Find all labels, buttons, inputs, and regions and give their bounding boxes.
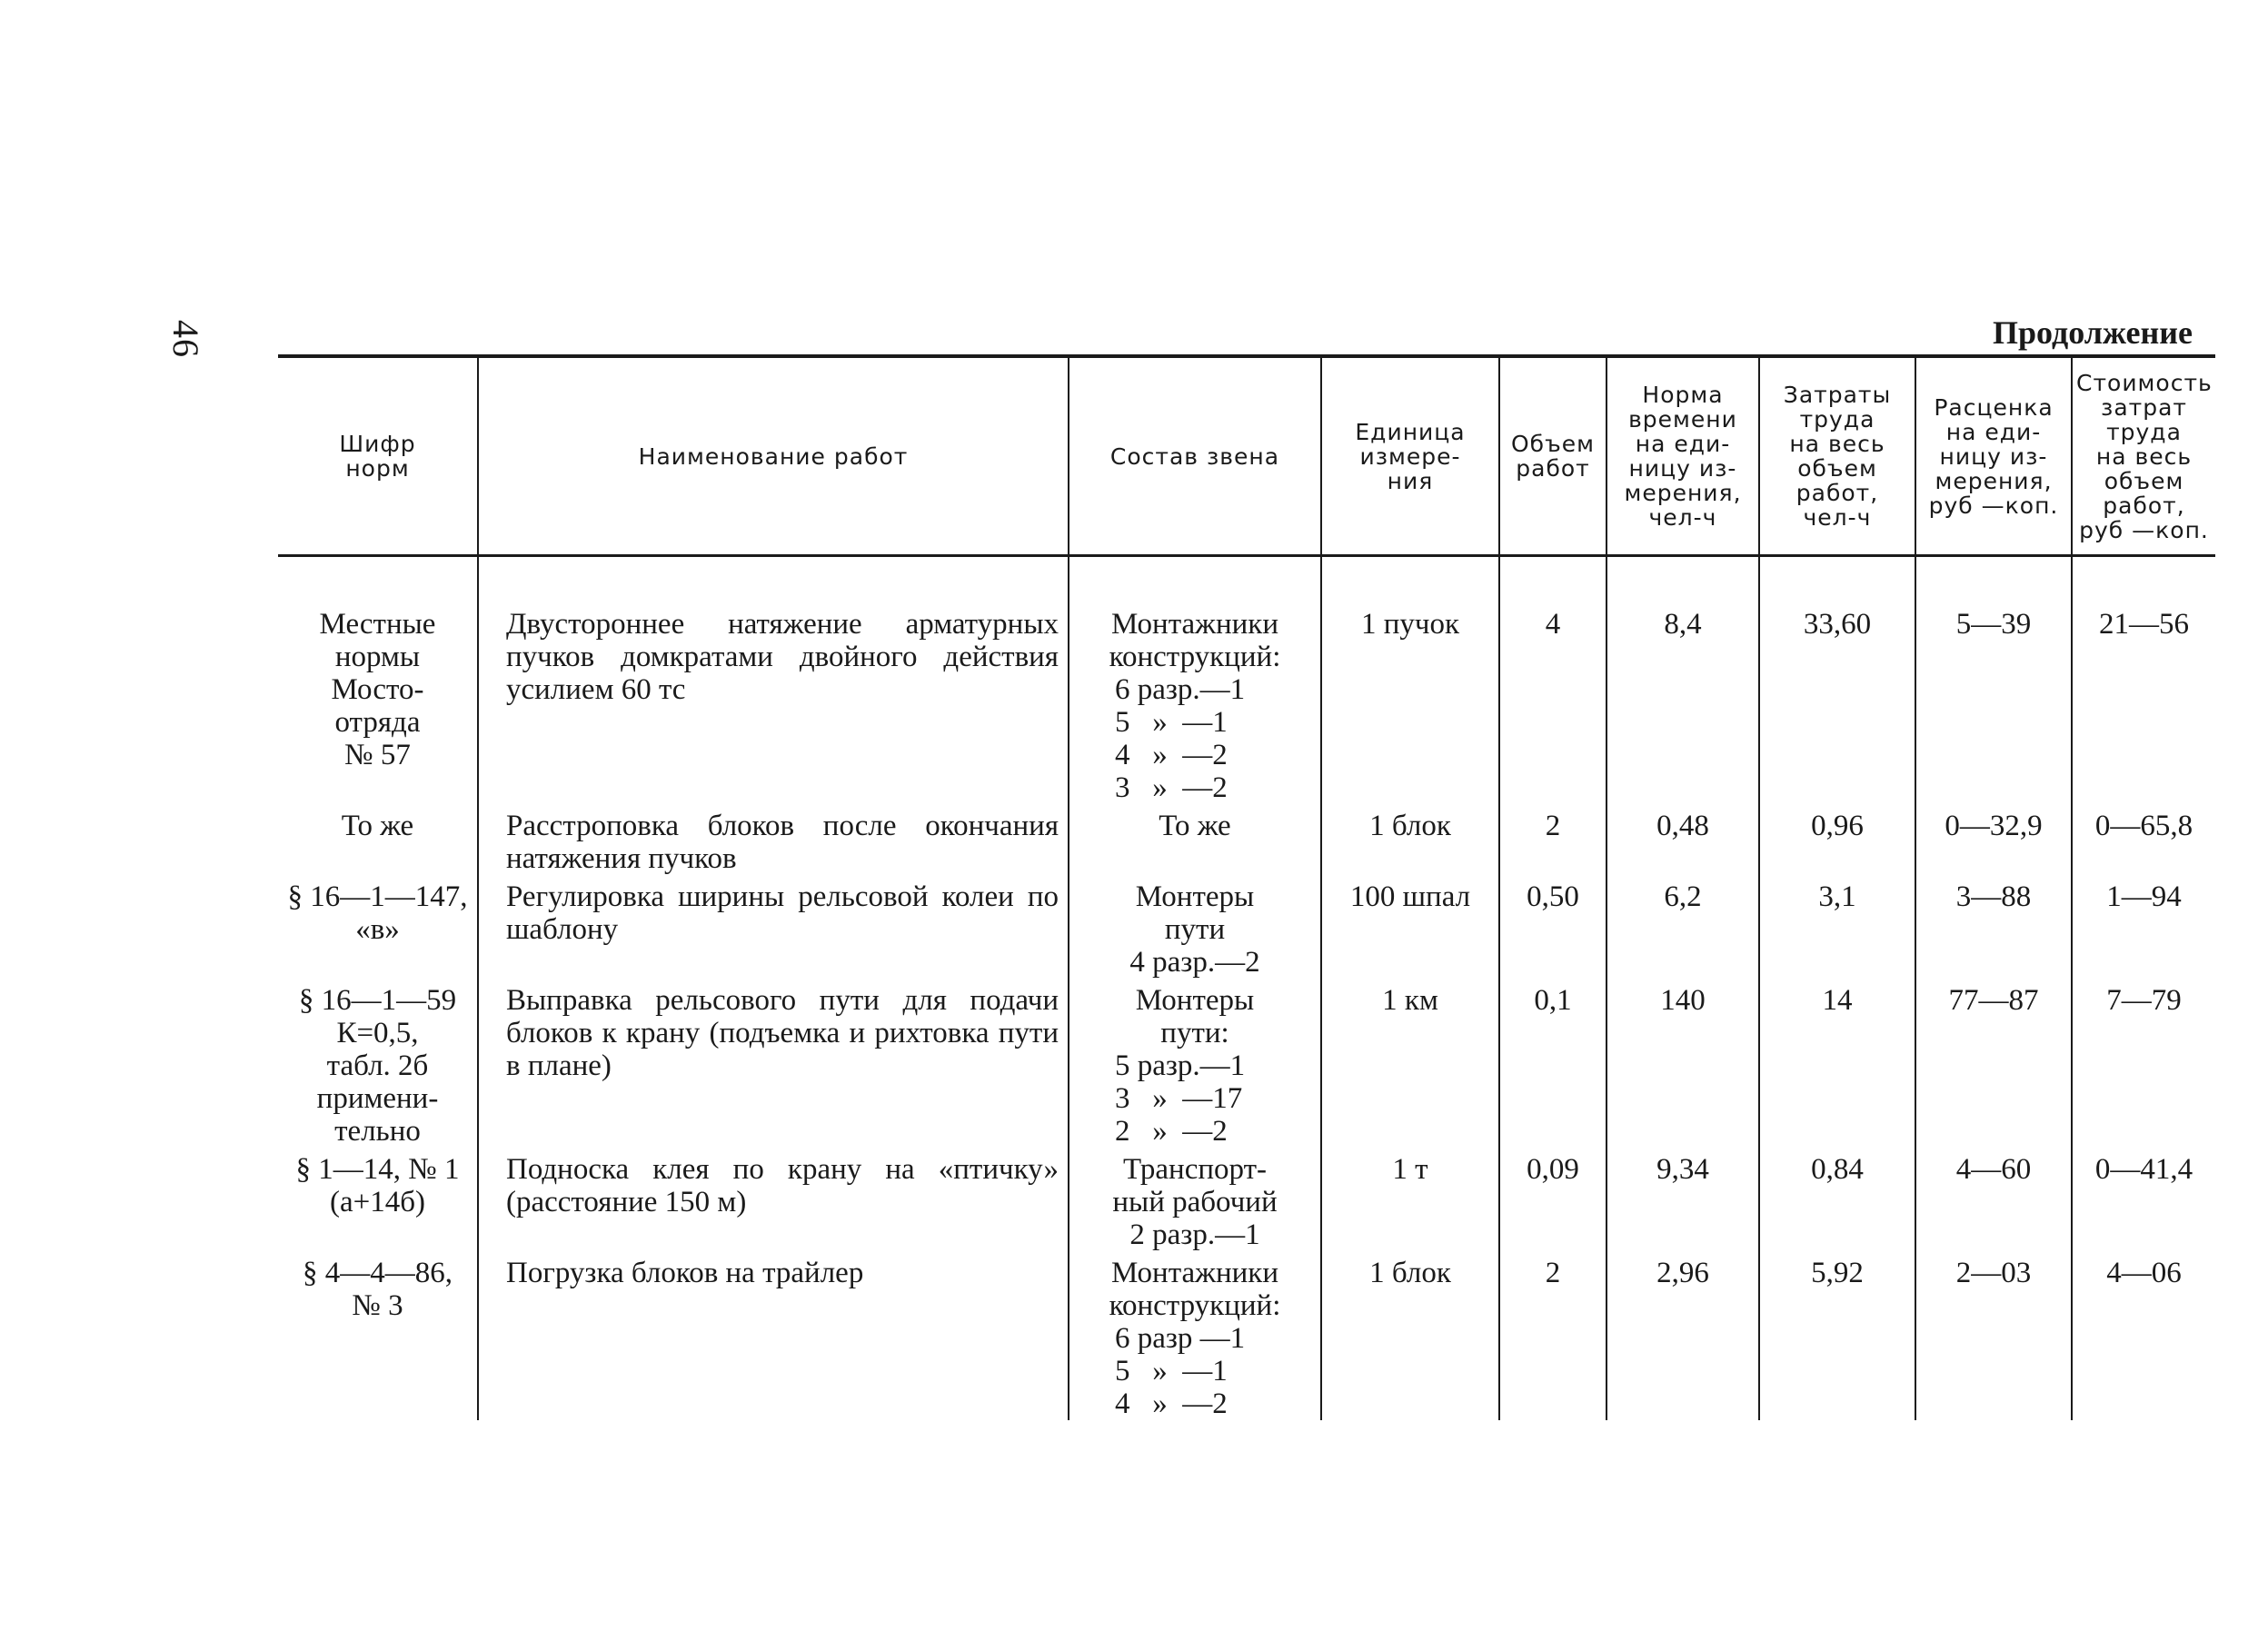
table-row — [278, 804, 2215, 875]
cell-unit: 100 шпал — [1321, 875, 1499, 979]
cell-rate: 3—88 — [1915, 875, 2072, 979]
cell-work-name: Регулировка ширины рельсовой колеи по шаблону — [478, 875, 1069, 979]
cell-crew — [1069, 1148, 1321, 1251]
cell-time-norm: 0,48 — [1606, 804, 1759, 875]
code-line: § 16—1—147, — [287, 880, 468, 913]
crew-line: 4 » —2 — [1115, 1387, 1228, 1420]
cell-rate: 0—32,9 — [1915, 804, 2072, 875]
cell-labor-total: 33,60 — [1759, 556, 1915, 805]
cell-time-norm: 140 — [1606, 979, 1759, 1148]
crew-line: Монтажники — [1111, 608, 1278, 641]
cell-unit: 1 км — [1321, 979, 1499, 1148]
crew-line: ный рабочий — [1112, 1186, 1278, 1218]
crew-line: 5 разр.—1 — [1115, 1049, 1246, 1082]
cell-time-norm: 9,34 — [1606, 1148, 1759, 1251]
crew-line: 3 » —2 — [1115, 771, 1228, 804]
cell-cost-total: 0—41,4 — [2072, 1148, 2215, 1251]
header-code: Шифр норм — [278, 356, 478, 556]
cell-labor-total: 0,84 — [1759, 1148, 1915, 1251]
cell-labor-total: 5,92 — [1759, 1251, 1915, 1420]
crew-line: Транспорт- — [1123, 1153, 1267, 1186]
crew-line: 3 » —17 — [1115, 1082, 1243, 1115]
header-rate: Расценка на еди- ницу из- мерения, руб —коп. — [1915, 356, 2072, 556]
cell-crew — [1069, 979, 1321, 1148]
header-crew: Состав звена — [1069, 356, 1321, 556]
header-volume: Объем работ — [1499, 356, 1606, 556]
cell-rate: 2—03 — [1915, 1251, 2072, 1420]
header-unit: Единица измере- ния — [1321, 356, 1499, 556]
cell-labor-total: 3,1 — [1759, 875, 1915, 979]
cell-volume: 2 — [1499, 1251, 1606, 1420]
cell-labor-total: 14 — [1759, 979, 1915, 1148]
header-cost-total: Стоимость затрат труда на весь объем работ, руб —коп. — [2072, 356, 2215, 556]
code-line: № 3 — [352, 1289, 403, 1322]
crew-line: 4 » —2 — [1115, 739, 1228, 771]
cell-time-norm: 8,4 — [1606, 556, 1759, 805]
cell-crew — [1069, 556, 1321, 805]
cell-time-norm: 6,2 — [1606, 875, 1759, 979]
cell-labor-total: 0,96 — [1759, 804, 1915, 875]
page-number: 46 — [165, 320, 206, 358]
table-row — [278, 556, 2215, 805]
cell-crew — [1069, 875, 1321, 979]
cell-code — [278, 804, 478, 875]
cell-volume: 0,50 — [1499, 875, 1606, 979]
header-work-name: Наименование работ — [478, 356, 1069, 556]
table-row — [278, 1148, 2215, 1251]
cell-code — [278, 1251, 478, 1420]
code-line: Местные — [319, 608, 436, 641]
code-line: § 4—4—86, — [303, 1257, 453, 1289]
crew-line: 4 разр.—2 — [1129, 946, 1260, 979]
cell-volume: 0,09 — [1499, 1148, 1606, 1251]
code-line: отряда — [334, 706, 421, 739]
crew-line: 2 разр.—1 — [1129, 1218, 1260, 1251]
code-line: К=0,5, — [336, 1017, 419, 1049]
code-line: тельно — [334, 1115, 421, 1148]
cell-rate: 4—60 — [1915, 1148, 2072, 1251]
crew-line: конструкций: — [1109, 1289, 1281, 1322]
cell-work-name: Погрузка блоков на трайлер — [478, 1251, 1069, 1420]
cell-crew — [1069, 1251, 1321, 1420]
cell-volume: 0,1 — [1499, 979, 1606, 1148]
crew-line: Монтажники — [1111, 1257, 1278, 1289]
code-line: нормы — [334, 641, 421, 673]
table-body — [278, 556, 2215, 1421]
cell-rate: 5—39 — [1915, 556, 2072, 805]
cell-unit: 1 т — [1321, 1148, 1499, 1251]
crew-line: Монтеры — [1135, 880, 1255, 913]
crew-line: пути — [1164, 913, 1226, 946]
cell-cost-total: 4—06 — [2072, 1251, 2215, 1420]
cell-code — [278, 1148, 478, 1251]
cell-cost-total: 7—79 — [2072, 979, 2215, 1148]
cell-cost-total: 21—56 — [2072, 556, 2215, 805]
cell-work-name: Двустороннее натяжение арматурных пучков домкратами двойного действия усилием 60 тс — [478, 556, 1069, 805]
cell-unit: 1 блок — [1321, 1251, 1499, 1420]
cell-code — [278, 875, 478, 979]
crew-line: пути: — [1160, 1017, 1229, 1049]
code-line: «в» — [355, 913, 400, 946]
cell-work-name: Поднoска клея по крану на «птичку» (расстояние 150 м) — [478, 1148, 1069, 1251]
cell-volume: 4 — [1499, 556, 1606, 805]
continuation-label: Продолжение — [1993, 314, 2193, 351]
table-row — [278, 979, 2215, 1148]
crew-line: 6 разр.—1 — [1115, 673, 1246, 706]
cell-work-name: Расстроповка блоков после окончания натяжения пучков — [478, 804, 1069, 875]
norms-table — [278, 354, 2215, 1420]
table-row — [278, 1251, 2215, 1420]
crew-line: То же — [1159, 810, 1231, 842]
cell-unit: 1 пучок — [1321, 556, 1499, 805]
code-line: § 16—1—59 — [298, 984, 457, 1017]
code-line: (а+14б) — [329, 1186, 426, 1218]
cell-work-name: Выправка рельсового пути для подачи блоков к крану (подъемка и рихтовка пути в плане) — [478, 979, 1069, 1148]
header-labor-total: Затраты труда на весь объем работ, чел-ч — [1759, 356, 1915, 556]
crew-line: Монтеры — [1135, 984, 1255, 1017]
code-line: примени- — [316, 1082, 439, 1115]
cell-cost-total: 0—65,8 — [2072, 804, 2215, 875]
code-line: Мосто- — [331, 673, 424, 706]
code-line: табл. 2б — [326, 1049, 429, 1082]
cell-time-norm: 2,96 — [1606, 1251, 1759, 1420]
cell-unit: 1 блок — [1321, 804, 1499, 875]
crew-line: конструкций: — [1109, 641, 1281, 673]
cell-cost-total: 1—94 — [2072, 875, 2215, 979]
cell-code — [278, 979, 478, 1148]
cell-volume: 2 — [1499, 804, 1606, 875]
cell-crew — [1069, 804, 1321, 875]
code-line: § 1—14, № 1 — [295, 1153, 460, 1186]
header-time-norm: Норма времени на еди- ницу из- мерения, чел-ч — [1606, 356, 1759, 556]
code-line: № 57 — [344, 739, 411, 771]
cell-rate: 77—87 — [1915, 979, 2072, 1148]
crew-line: 6 разр —1 — [1115, 1322, 1246, 1355]
table-row — [278, 875, 2215, 979]
cell-code — [278, 556, 478, 805]
table-header-row — [278, 356, 2215, 556]
crew-line: 5 » —1 — [1115, 1355, 1228, 1387]
crew-line: 5 » —1 — [1115, 706, 1228, 739]
code-line: То же — [341, 810, 414, 842]
crew-line: 2 » —2 — [1115, 1115, 1228, 1148]
